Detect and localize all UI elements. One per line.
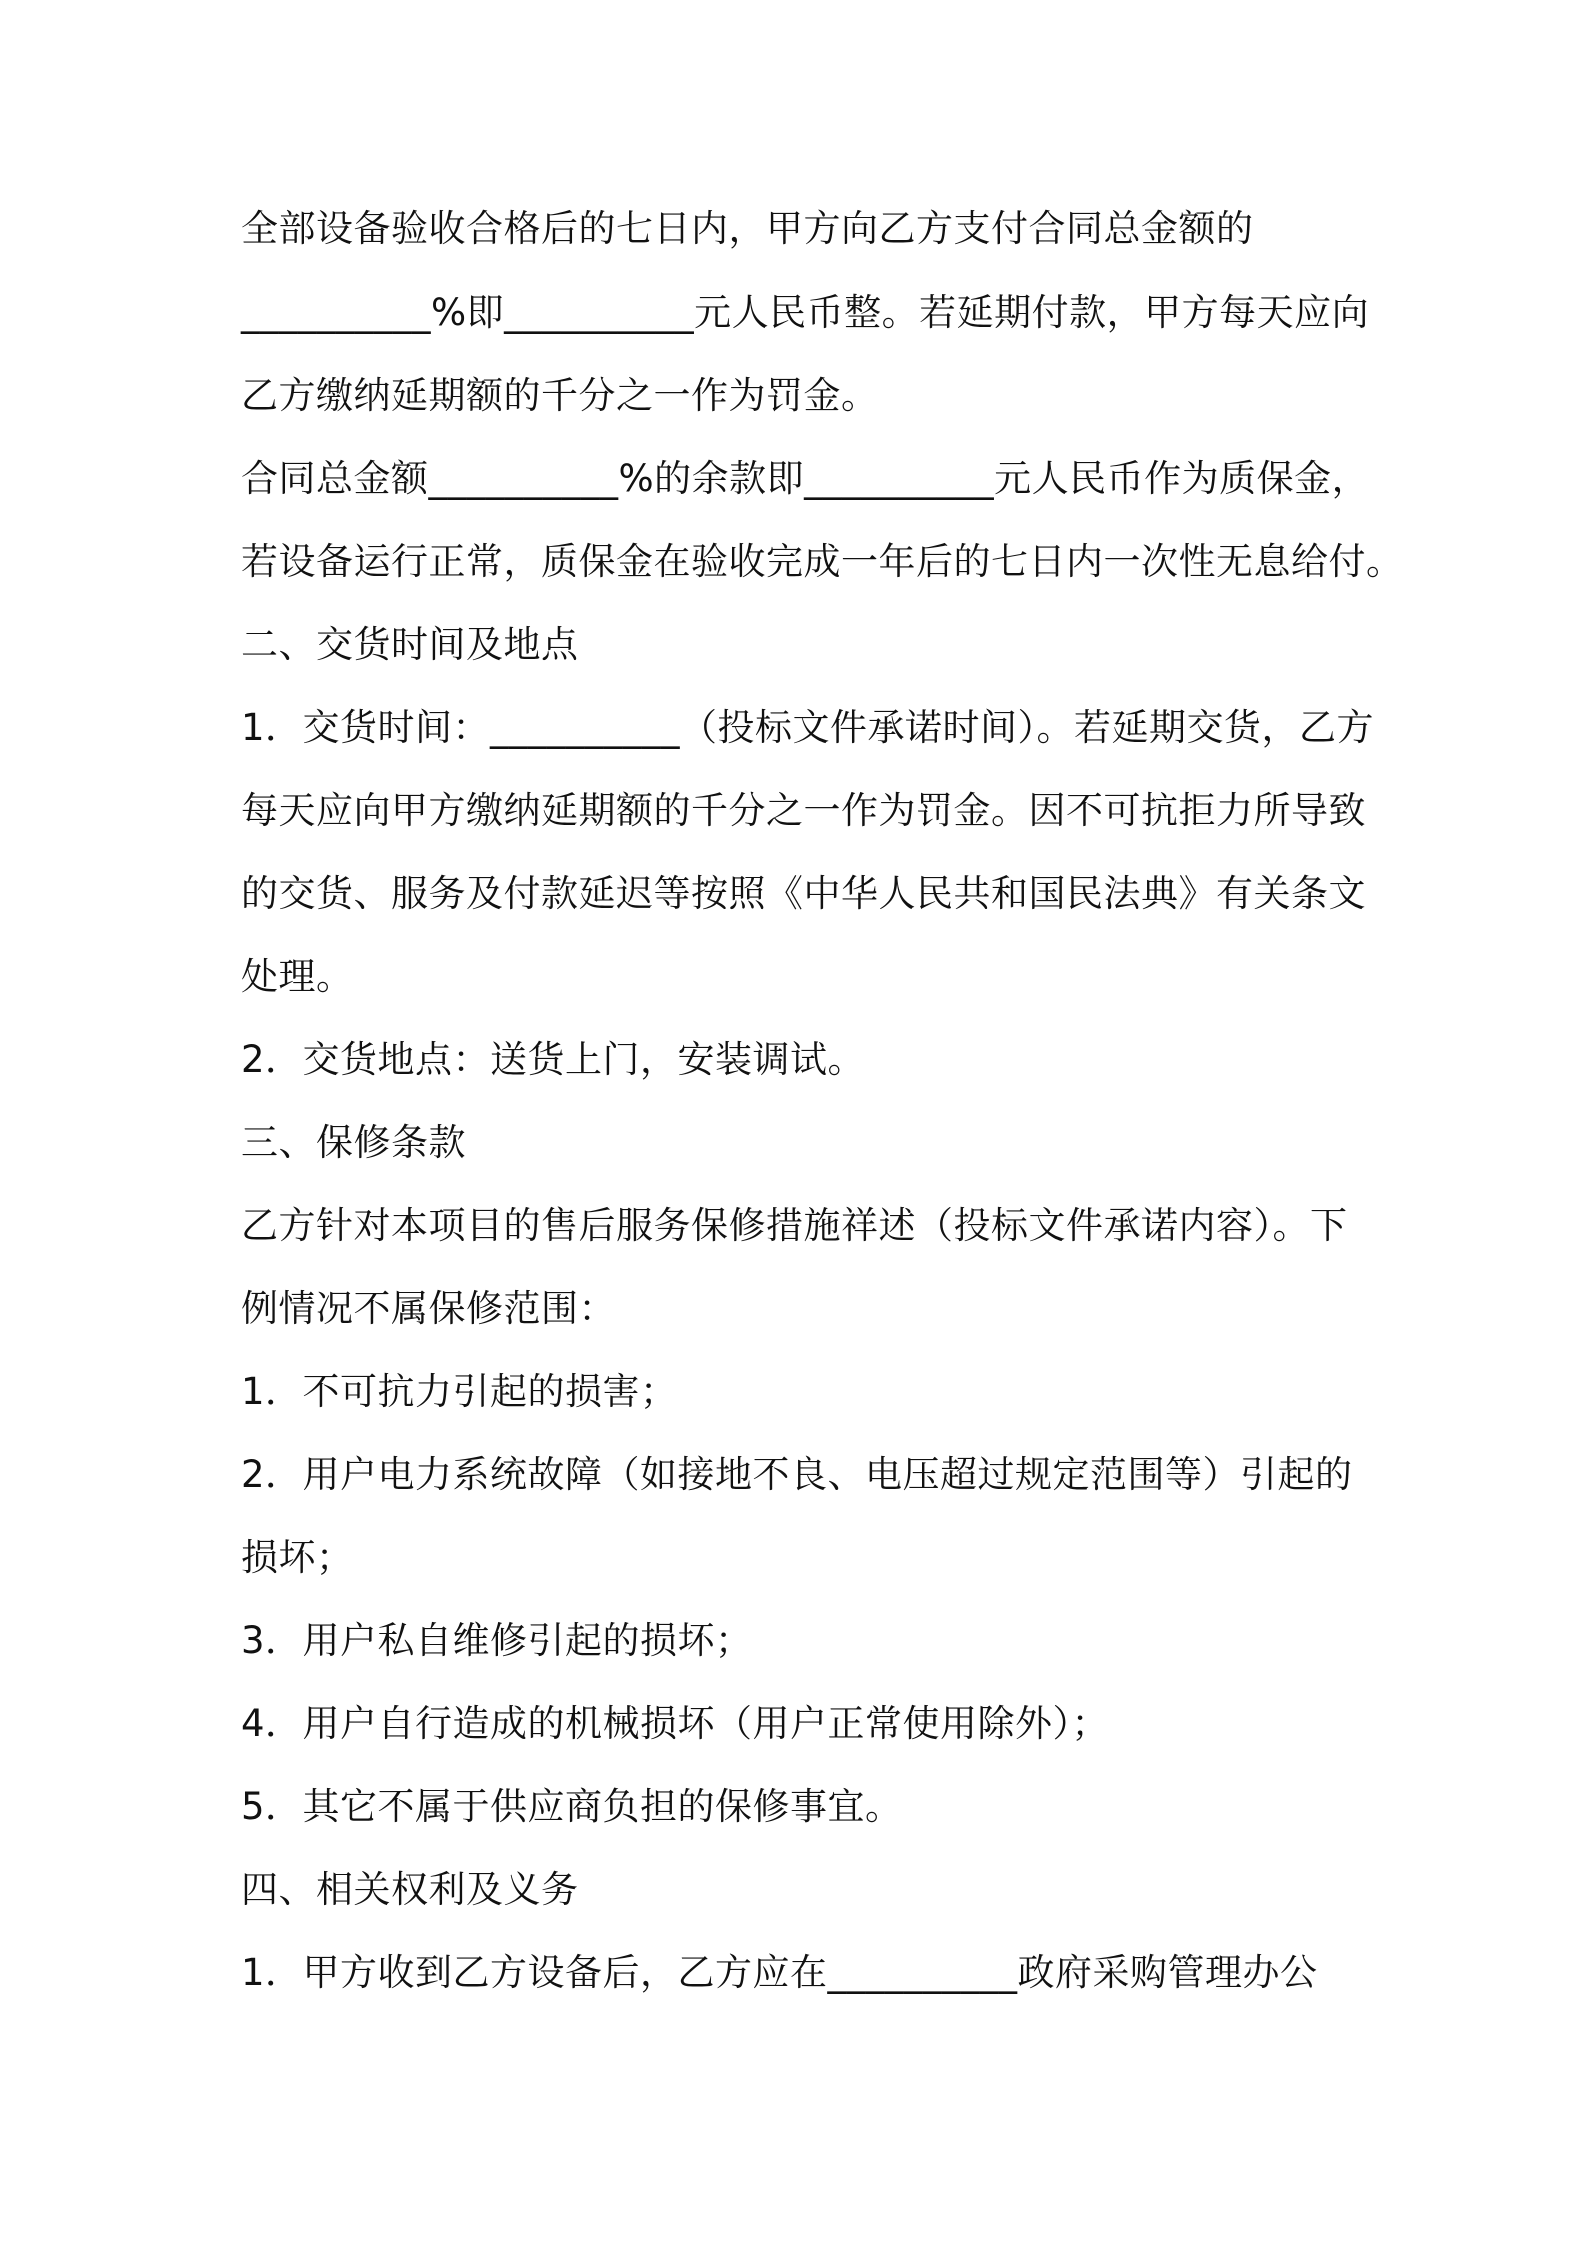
text-line: 1．甲方收到乙方设备后，乙方应在__________政府采购管理办公 xyxy=(241,1951,1318,1994)
list-item: 4．用户自行造成的机械损坏（用户正常使用除外）； xyxy=(241,1702,1110,1745)
section-heading: 二、交货时间及地点 xyxy=(241,623,579,666)
text-line: 每天应向甲方缴纳延期额的千分之一作为罚金。因不可抗拒力所导致 xyxy=(241,789,1366,832)
text-line: __________%即__________元人民币整。若延期付款，甲方每天应向 xyxy=(241,291,1370,334)
text-line: 损坏； xyxy=(241,1536,354,1579)
text-line: 处理。 xyxy=(241,955,354,998)
list-item: 2．用户电力系统故障（如接地不良、电压超过规定范围等）引起的 xyxy=(241,1453,1353,1496)
list-item: 1．不可抗力引起的损害； xyxy=(241,1370,678,1413)
list-item: 3．用户私自维修引起的损坏； xyxy=(241,1619,753,1662)
text-line: 若设备运行正常，质保金在验收完成一年后的七日内一次性无息给付。 xyxy=(241,540,1404,583)
text-line: 1．交货时间：__________（投标文件承诺时间）。若延期交货，乙方 xyxy=(241,706,1375,749)
text-line: 乙方缴纳延期额的千分之一作为罚金。 xyxy=(241,374,879,417)
text-line: 乙方针对本项目的售后服务保修措施祥述（投标文件承诺内容）。下 xyxy=(241,1204,1348,1247)
text-line: 全部设备验收合格后的七日内，甲方向乙方支付合同总金额的 xyxy=(241,207,1254,250)
section-heading: 三、保修条款 xyxy=(241,1121,466,1164)
text-line: 合同总金额__________%的余款即__________元人民币作为质保金， xyxy=(241,457,1370,500)
text-line: 2．交货地点：送货上门，安装调试。 xyxy=(241,1038,866,1081)
text-line: 例情况不属保修范围： xyxy=(241,1287,616,1330)
section-heading: 四、相关权利及义务 xyxy=(241,1868,579,1911)
list-item: 5．其它不属于供应商负担的保修事宜。 xyxy=(241,1785,903,1828)
text-line: 的交货、服务及付款延迟等按照《中华人民共和国民法典》有关条文 xyxy=(241,872,1366,915)
